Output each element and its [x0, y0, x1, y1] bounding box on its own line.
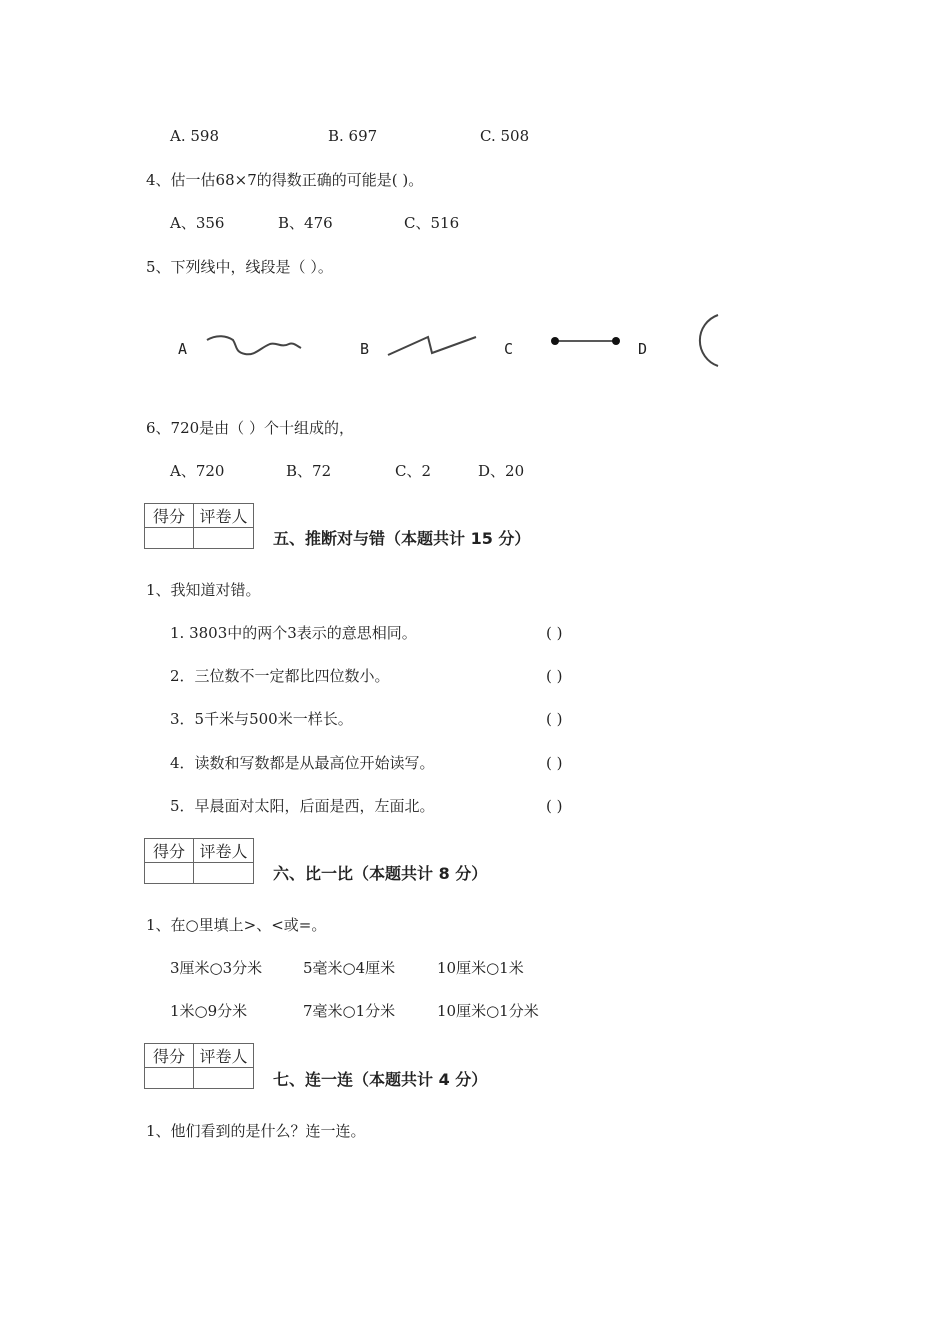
- score-cell[interactable]: [145, 528, 194, 549]
- score-box: [144, 838, 254, 884]
- grader-cell[interactable]: [194, 863, 254, 884]
- q5-label-b: B: [360, 340, 370, 358]
- judge-item-5: 5．早晨面对太阳，后面是西，左面北。: [170, 797, 435, 815]
- score-cell[interactable]: [145, 1068, 194, 1089]
- q6-option-c: C、2: [395, 462, 432, 480]
- q4-option-b: B、476: [278, 214, 333, 232]
- judge-paren-3[interactable]: ( ): [546, 710, 563, 728]
- section-7-title: 七、连一连（本题共计 4 分）: [273, 1070, 488, 1089]
- section-7-question: 1、他们看到的是什么？连一连。: [146, 1122, 366, 1140]
- q4-text: 4、估一估68×7的得数正确的可能是( )。: [146, 171, 424, 189]
- compare-item[interactable]: 7毫米○1分米: [303, 1002, 396, 1020]
- judge-item-2: 2．三位数不一定都比四位数小。: [170, 667, 390, 685]
- compare-item[interactable]: 5毫米○4厘米: [303, 959, 396, 977]
- q5-text: 5、下列线中，线段是（ ）。: [146, 258, 333, 276]
- q5-label-c: C: [504, 340, 514, 358]
- section-5-title: 五、推断对与错（本题共计 15 分）: [273, 529, 531, 548]
- judge-paren-1[interactable]: ( ): [546, 624, 563, 642]
- score-label: 得分: [145, 839, 194, 863]
- q3-option-a: A. 598: [170, 127, 219, 145]
- grader-label: 评卷人: [194, 1044, 254, 1068]
- score-box: [144, 503, 254, 549]
- grader-label: 评卷人: [194, 839, 254, 863]
- judge-paren-2[interactable]: ( ): [546, 667, 563, 685]
- judge-item-3: 3．5千米与500米一样长。: [170, 710, 353, 728]
- compare-item[interactable]: 1米○9分米: [170, 1002, 248, 1020]
- q5-figure-b-zigzag: [385, 333, 480, 359]
- judge-item-1: 1. 3803中的两个3表示的意思相同。: [170, 624, 417, 642]
- q6-text: 6、720是由（ ）个十组成的，: [146, 419, 354, 437]
- score-box: [144, 1043, 254, 1089]
- grader-label: 评卷人: [194, 504, 254, 528]
- judge-paren-5[interactable]: ( ): [546, 797, 563, 815]
- score-label: 得分: [145, 504, 194, 528]
- q5-figure-c-segment: [548, 334, 623, 348]
- q4-option-a: A、356: [170, 214, 225, 232]
- q5-figure-a-curve: [205, 330, 305, 360]
- judge-paren-4[interactable]: ( ): [546, 754, 563, 772]
- q6-option-b: B、72: [286, 462, 332, 480]
- q5-figure-d-arc: [692, 312, 722, 370]
- q3-option-b: B. 697: [328, 127, 378, 145]
- q5-label-d: D: [638, 340, 648, 358]
- q5-label-a: A: [178, 340, 188, 358]
- section-6-title: 六、比一比（本题共计 8 分）: [273, 864, 488, 883]
- q3-option-c: C. 508: [480, 127, 530, 145]
- compare-item[interactable]: 3厘米○3分米: [170, 959, 263, 977]
- judge-item-4: 4．读数和写数都是从最高位开始读写。: [170, 754, 435, 772]
- grader-cell[interactable]: [194, 1068, 254, 1089]
- score-cell[interactable]: [145, 863, 194, 884]
- compare-item[interactable]: 10厘米○1米: [437, 959, 524, 977]
- compare-item[interactable]: 10厘米○1分米: [437, 1002, 539, 1020]
- section-6-question: 1、在○里填上>、<或=。: [146, 916, 327, 934]
- q4-option-c: C、516: [404, 214, 460, 232]
- grader-cell[interactable]: [194, 528, 254, 549]
- section-5-question: 1、我知道对错。: [146, 581, 261, 599]
- q6-option-d: D、20: [478, 462, 525, 480]
- score-label: 得分: [145, 1044, 194, 1068]
- q6-option-a: A、720: [170, 462, 225, 480]
